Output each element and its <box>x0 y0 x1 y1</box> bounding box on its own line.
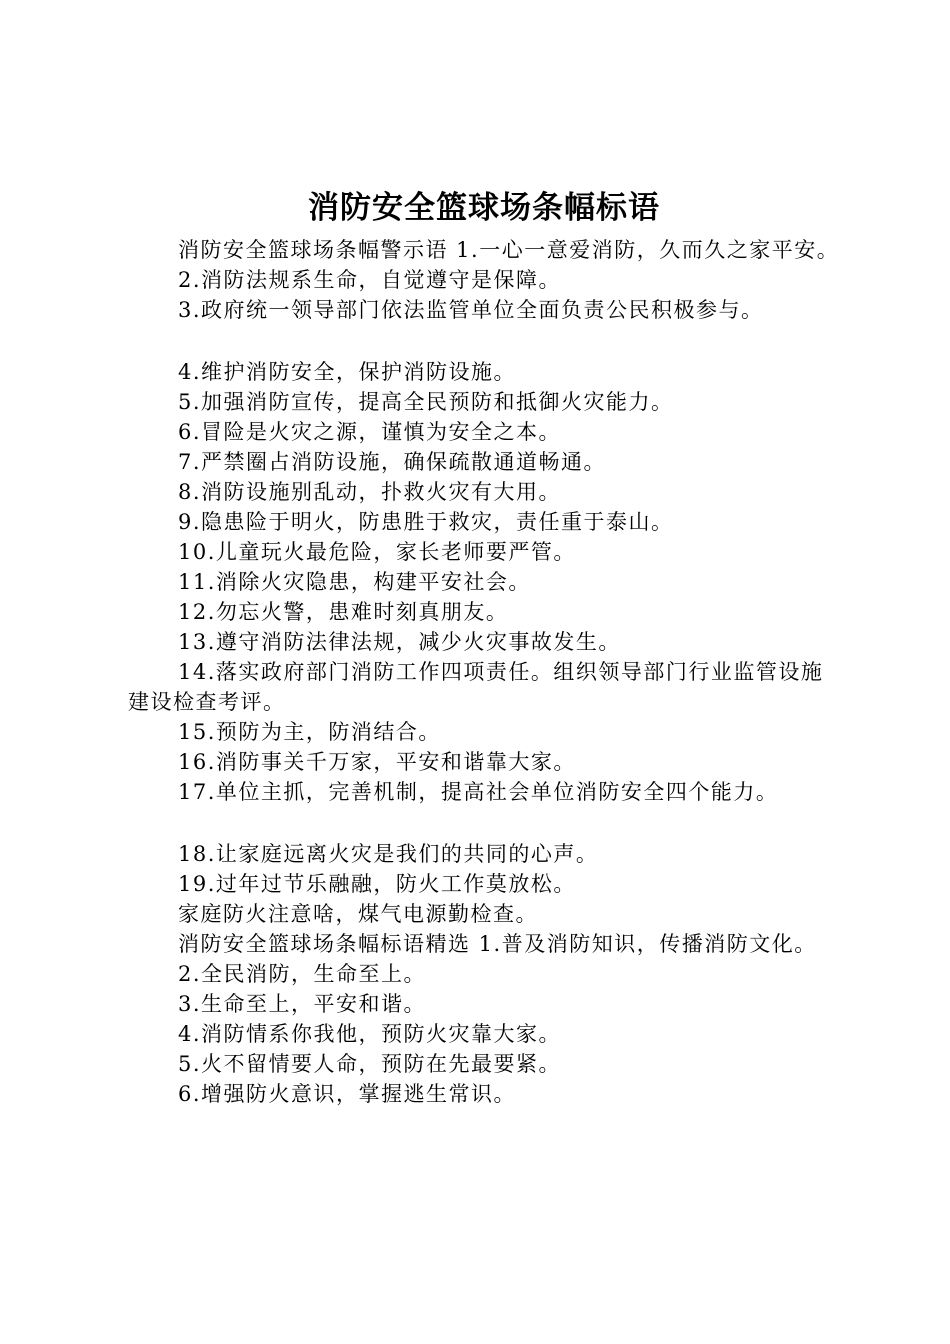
paragraph-12: 12.勿忘火警，患难时刻真朋友。 <box>178 600 509 624</box>
paragraph-20: 家庭防火注意啥，煤气电源勤检查。 <box>178 902 538 926</box>
paragraph-26: 6.增强防火意识，掌握逃生常识。 <box>178 1082 517 1106</box>
paragraph-13: 13.遵守消防法律法规，减少火灾事故发生。 <box>178 630 621 654</box>
paragraph-1: 消防安全篮球场条幅警示语 1.一心一意爱消防，久而久之家平安。 <box>178 238 840 262</box>
document-title: 消防安全篮球场条幅标语 <box>308 190 660 226</box>
paragraph-18: 18.让家庭远离火灾是我们的共同的心声。 <box>178 842 599 866</box>
paragraph-19: 19.过年过节乐融融，防火工作莫放松。 <box>178 872 576 896</box>
paragraph-7: 7.严禁圈占消防设施，确保疏散通道畅通。 <box>178 450 607 474</box>
paragraph-21: 消防安全篮球场条幅标语精选 1.普及消防知识，传播消防文化。 <box>178 932 817 956</box>
paragraph-14: 14.落实政府部门消防工作四项责任。组织领导部门行业监管设施建设检查考评。 <box>128 660 824 714</box>
paragraph-10: 10.儿童玩火最危险，家长老师要严管。 <box>178 540 576 564</box>
paragraph-4: 4.维护消防安全，保护消防设施。 <box>178 360 517 384</box>
document-page <box>128 185 840 1109</box>
paragraph-22: 2.全民消防，生命至上。 <box>178 962 427 986</box>
paragraph-5: 5.加强消防宣传，提高全民预防和抵御火灾能力。 <box>178 390 674 414</box>
paragraph-25: 5.火不留情要人命，预防在先最要紧。 <box>178 1052 562 1076</box>
paragraph-6: 6.冒险是火灾之源，谨慎为安全之本。 <box>178 420 562 444</box>
paragraph-24: 4.消防情系你我他，预防火灾靠大家。 <box>178 1022 562 1046</box>
paragraph-15: 15.预防为主，防消结合。 <box>178 720 441 744</box>
paragraph-3: 3.政府统一领导部门依法监管单位全面负责公民积极参与。 <box>178 298 764 322</box>
paragraph-17: 17.单位主抓，完善机制，提高社会单位消防安全四个能力。 <box>178 780 779 804</box>
paragraph-16: 16.消防事关千万家，平安和谐靠大家。 <box>178 750 576 774</box>
paragraph-9: 9.隐患险于明火，防患胜于救灾，责任重于泰山。 <box>178 510 674 534</box>
paragraph-23: 3.生命至上，平安和谐。 <box>178 992 427 1016</box>
paragraph-11: 11.消除火灾隐患，构建平安社会。 <box>178 570 531 594</box>
paragraph-8: 8.消防设施别乱动，扑救火灾有大用。 <box>178 480 562 504</box>
paragraph-2: 2.消防法规系生命，自觉遵守是保障。 <box>178 268 562 292</box>
